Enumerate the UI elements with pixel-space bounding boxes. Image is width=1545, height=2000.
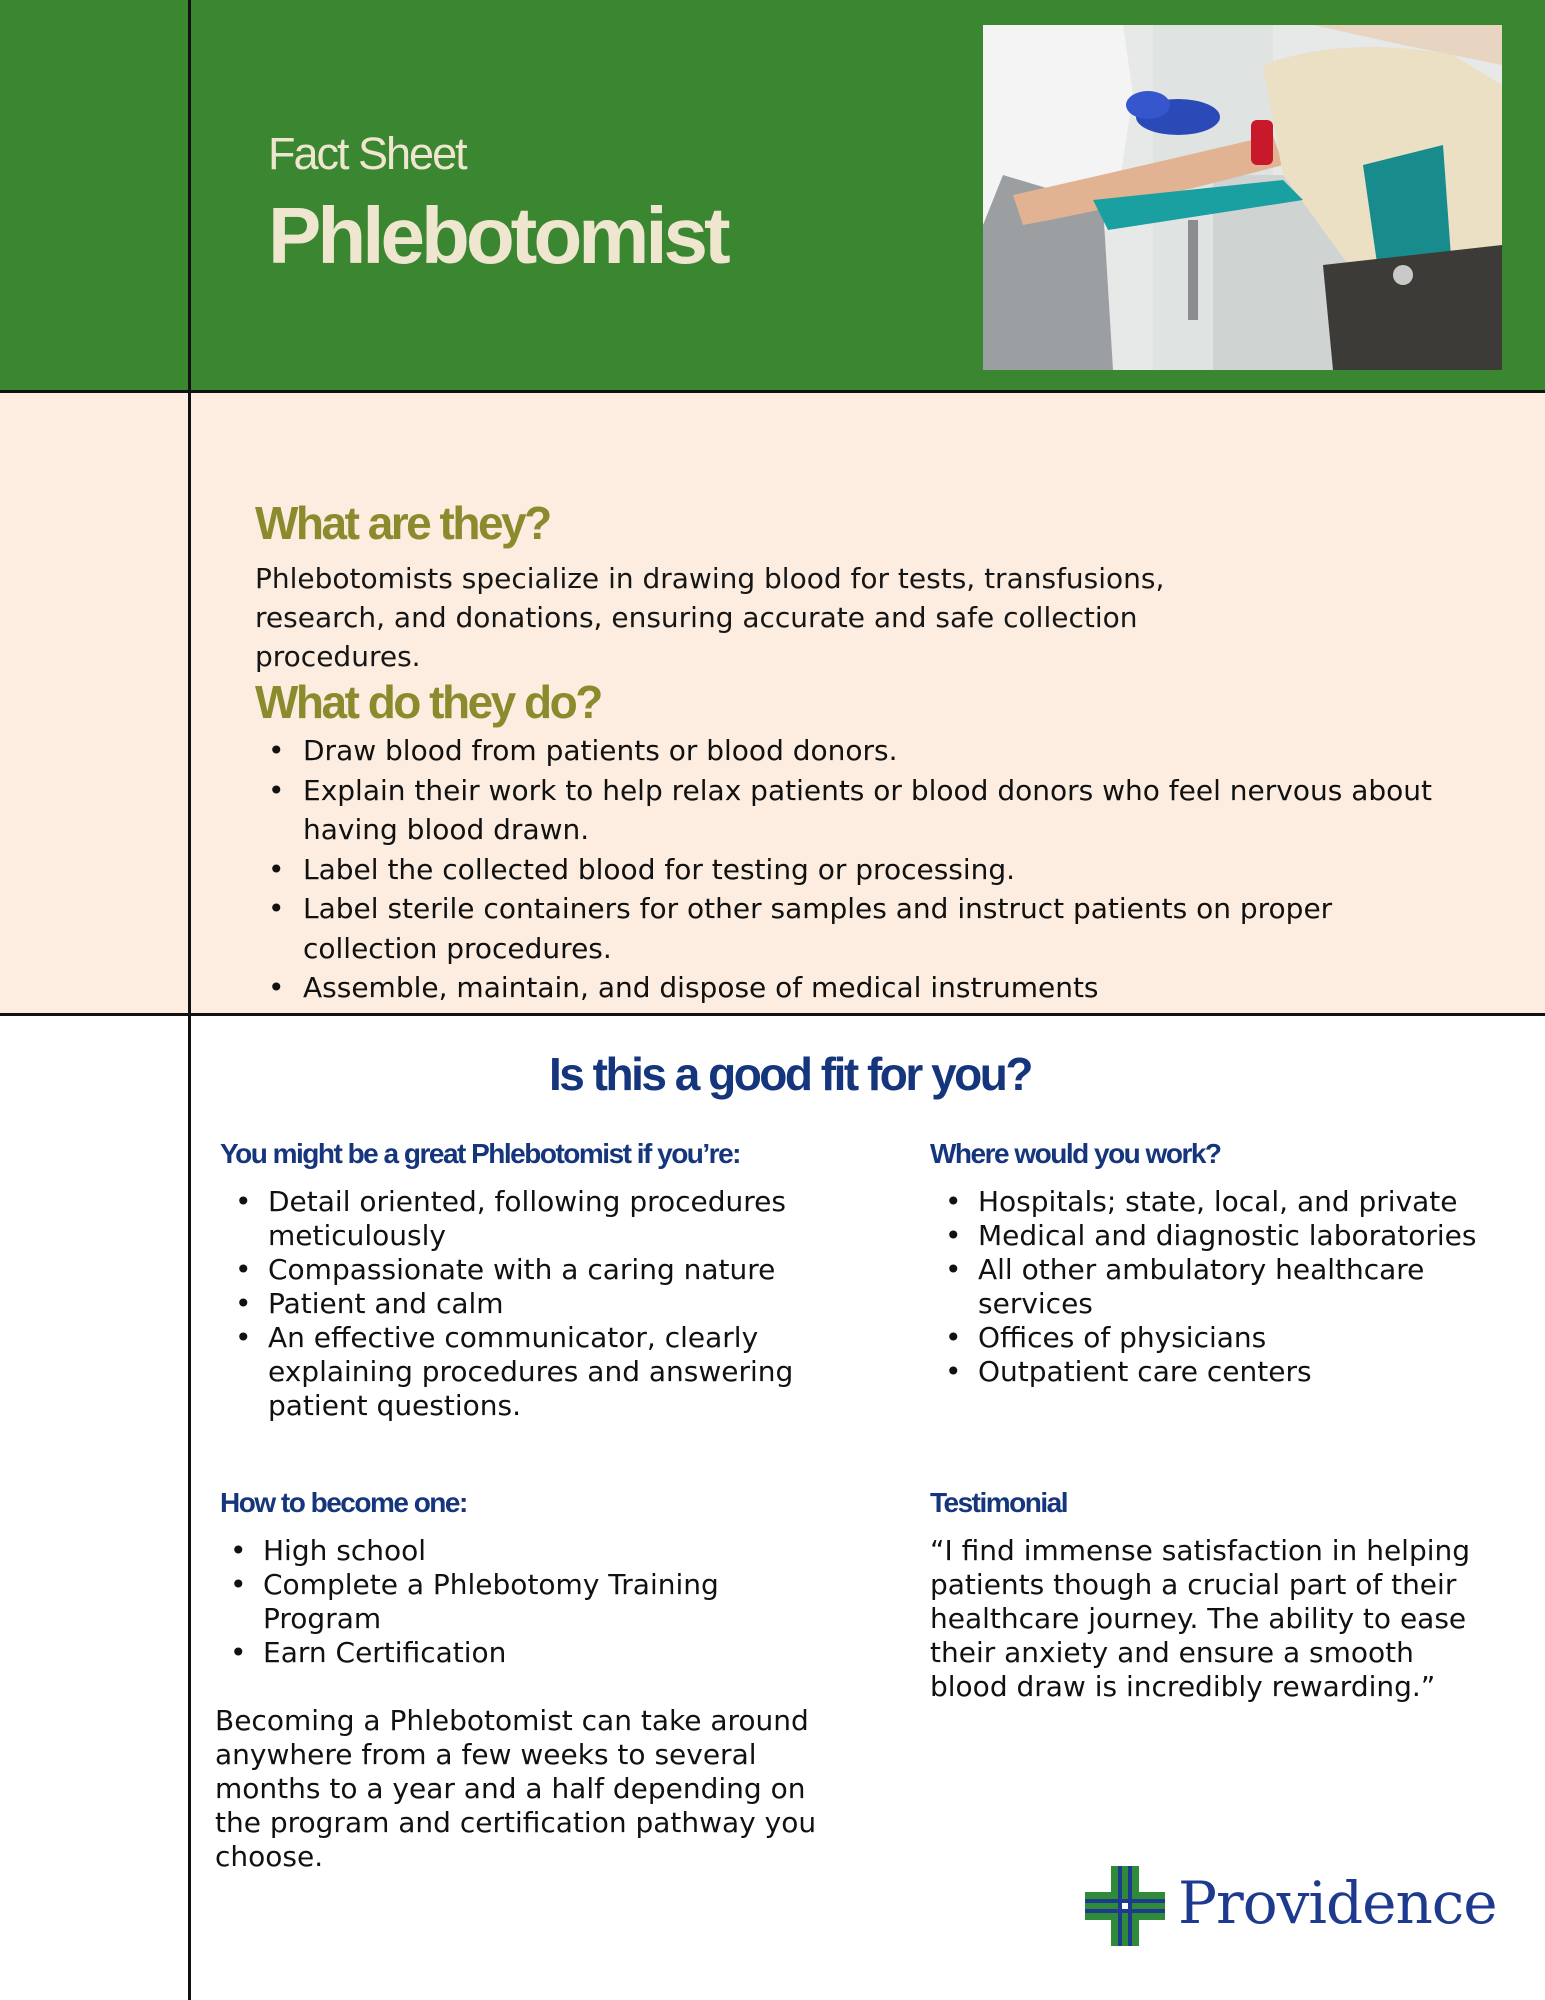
workplaces-list xyxy=(945,1185,1485,1389)
how-to-heading: How to become one: xyxy=(220,1487,467,1518)
timeline-note: Becoming a Phlebotomist can take around anywhere from a few weeks to several months to a year and a half depending on the program and certification pathway you choose. xyxy=(215,1704,817,1873)
providence-logo: Providence xyxy=(1178,1869,1497,1937)
what-are-they-body: Phlebotomists specialize in drawing blood for tests, transfusions, research, and donations, ensuring accurate and safe collection procedures. xyxy=(255,562,1165,673)
list-item: • Outpatient care centers xyxy=(945,1355,1485,1389)
list-item: • Earn Certification xyxy=(230,1636,770,1670)
duties-list xyxy=(268,731,1448,1008)
providence-cross-icon xyxy=(1085,1866,1165,1946)
list-item: • Complete a Phlebotomy Training Program xyxy=(230,1568,770,1636)
page-title: Phlebotomist xyxy=(268,191,727,280)
list-item: • Compassionate with a caring nature xyxy=(235,1253,795,1287)
list-item: • Assemble, maintain, and dispose of medical instruments xyxy=(268,968,1448,1008)
list-item: • All other ambulatory healthcare services xyxy=(945,1253,1485,1321)
list-item: • Explain their work to help relax patients or blood donors who feel nervous about having blood drawn. xyxy=(268,771,1448,850)
list-item: • Patient and calm xyxy=(235,1287,795,1321)
list-item: • Hospitals; state, local, and private xyxy=(945,1185,1485,1219)
traits-list xyxy=(235,1185,795,1423)
phlebotomy-photo xyxy=(983,25,1502,370)
eyebrow-label: Fact Sheet xyxy=(268,128,466,179)
list-item: • Medical and diagnostic laboratories xyxy=(945,1219,1485,1253)
steps-list xyxy=(230,1534,770,1670)
list-item: • Label the collected blood for testing or processing. xyxy=(268,850,1448,890)
list-item: • An effective communicator, clearly explaining procedures and answering patient questions. xyxy=(235,1321,795,1423)
fit-heading: Is this a good fit for you? xyxy=(549,1048,1031,1100)
divider xyxy=(0,390,1545,393)
testimonial-heading: Testimonial xyxy=(930,1487,1068,1518)
list-item: • High school xyxy=(230,1534,770,1568)
what-are-they-heading: What are they? xyxy=(255,497,550,549)
what-do-they-do-heading: What do they do? xyxy=(255,676,601,728)
divider xyxy=(0,1013,1545,1016)
list-item: • Offices of physicians xyxy=(945,1321,1485,1355)
list-item: • Detail oriented, following procedures meticulously xyxy=(235,1185,795,1253)
where-work-heading: Where would you work? xyxy=(930,1138,1221,1169)
vertical-rule xyxy=(188,0,191,2000)
great-if-heading: You might be a great Phlebotomist if you’re: xyxy=(220,1138,740,1169)
list-item: • Draw blood from patients or blood donors. xyxy=(268,731,1448,771)
testimonial-quote: “I find immense satisfaction in helping patients though a crucial part of their healthcare journey. The ability to ease their anxiety and ensure a smooth blood draw is incredibly rewarding.” xyxy=(930,1534,1471,1703)
list-item: • Label sterile containers for other samples and instruct patients on proper collection procedures. xyxy=(268,889,1448,968)
